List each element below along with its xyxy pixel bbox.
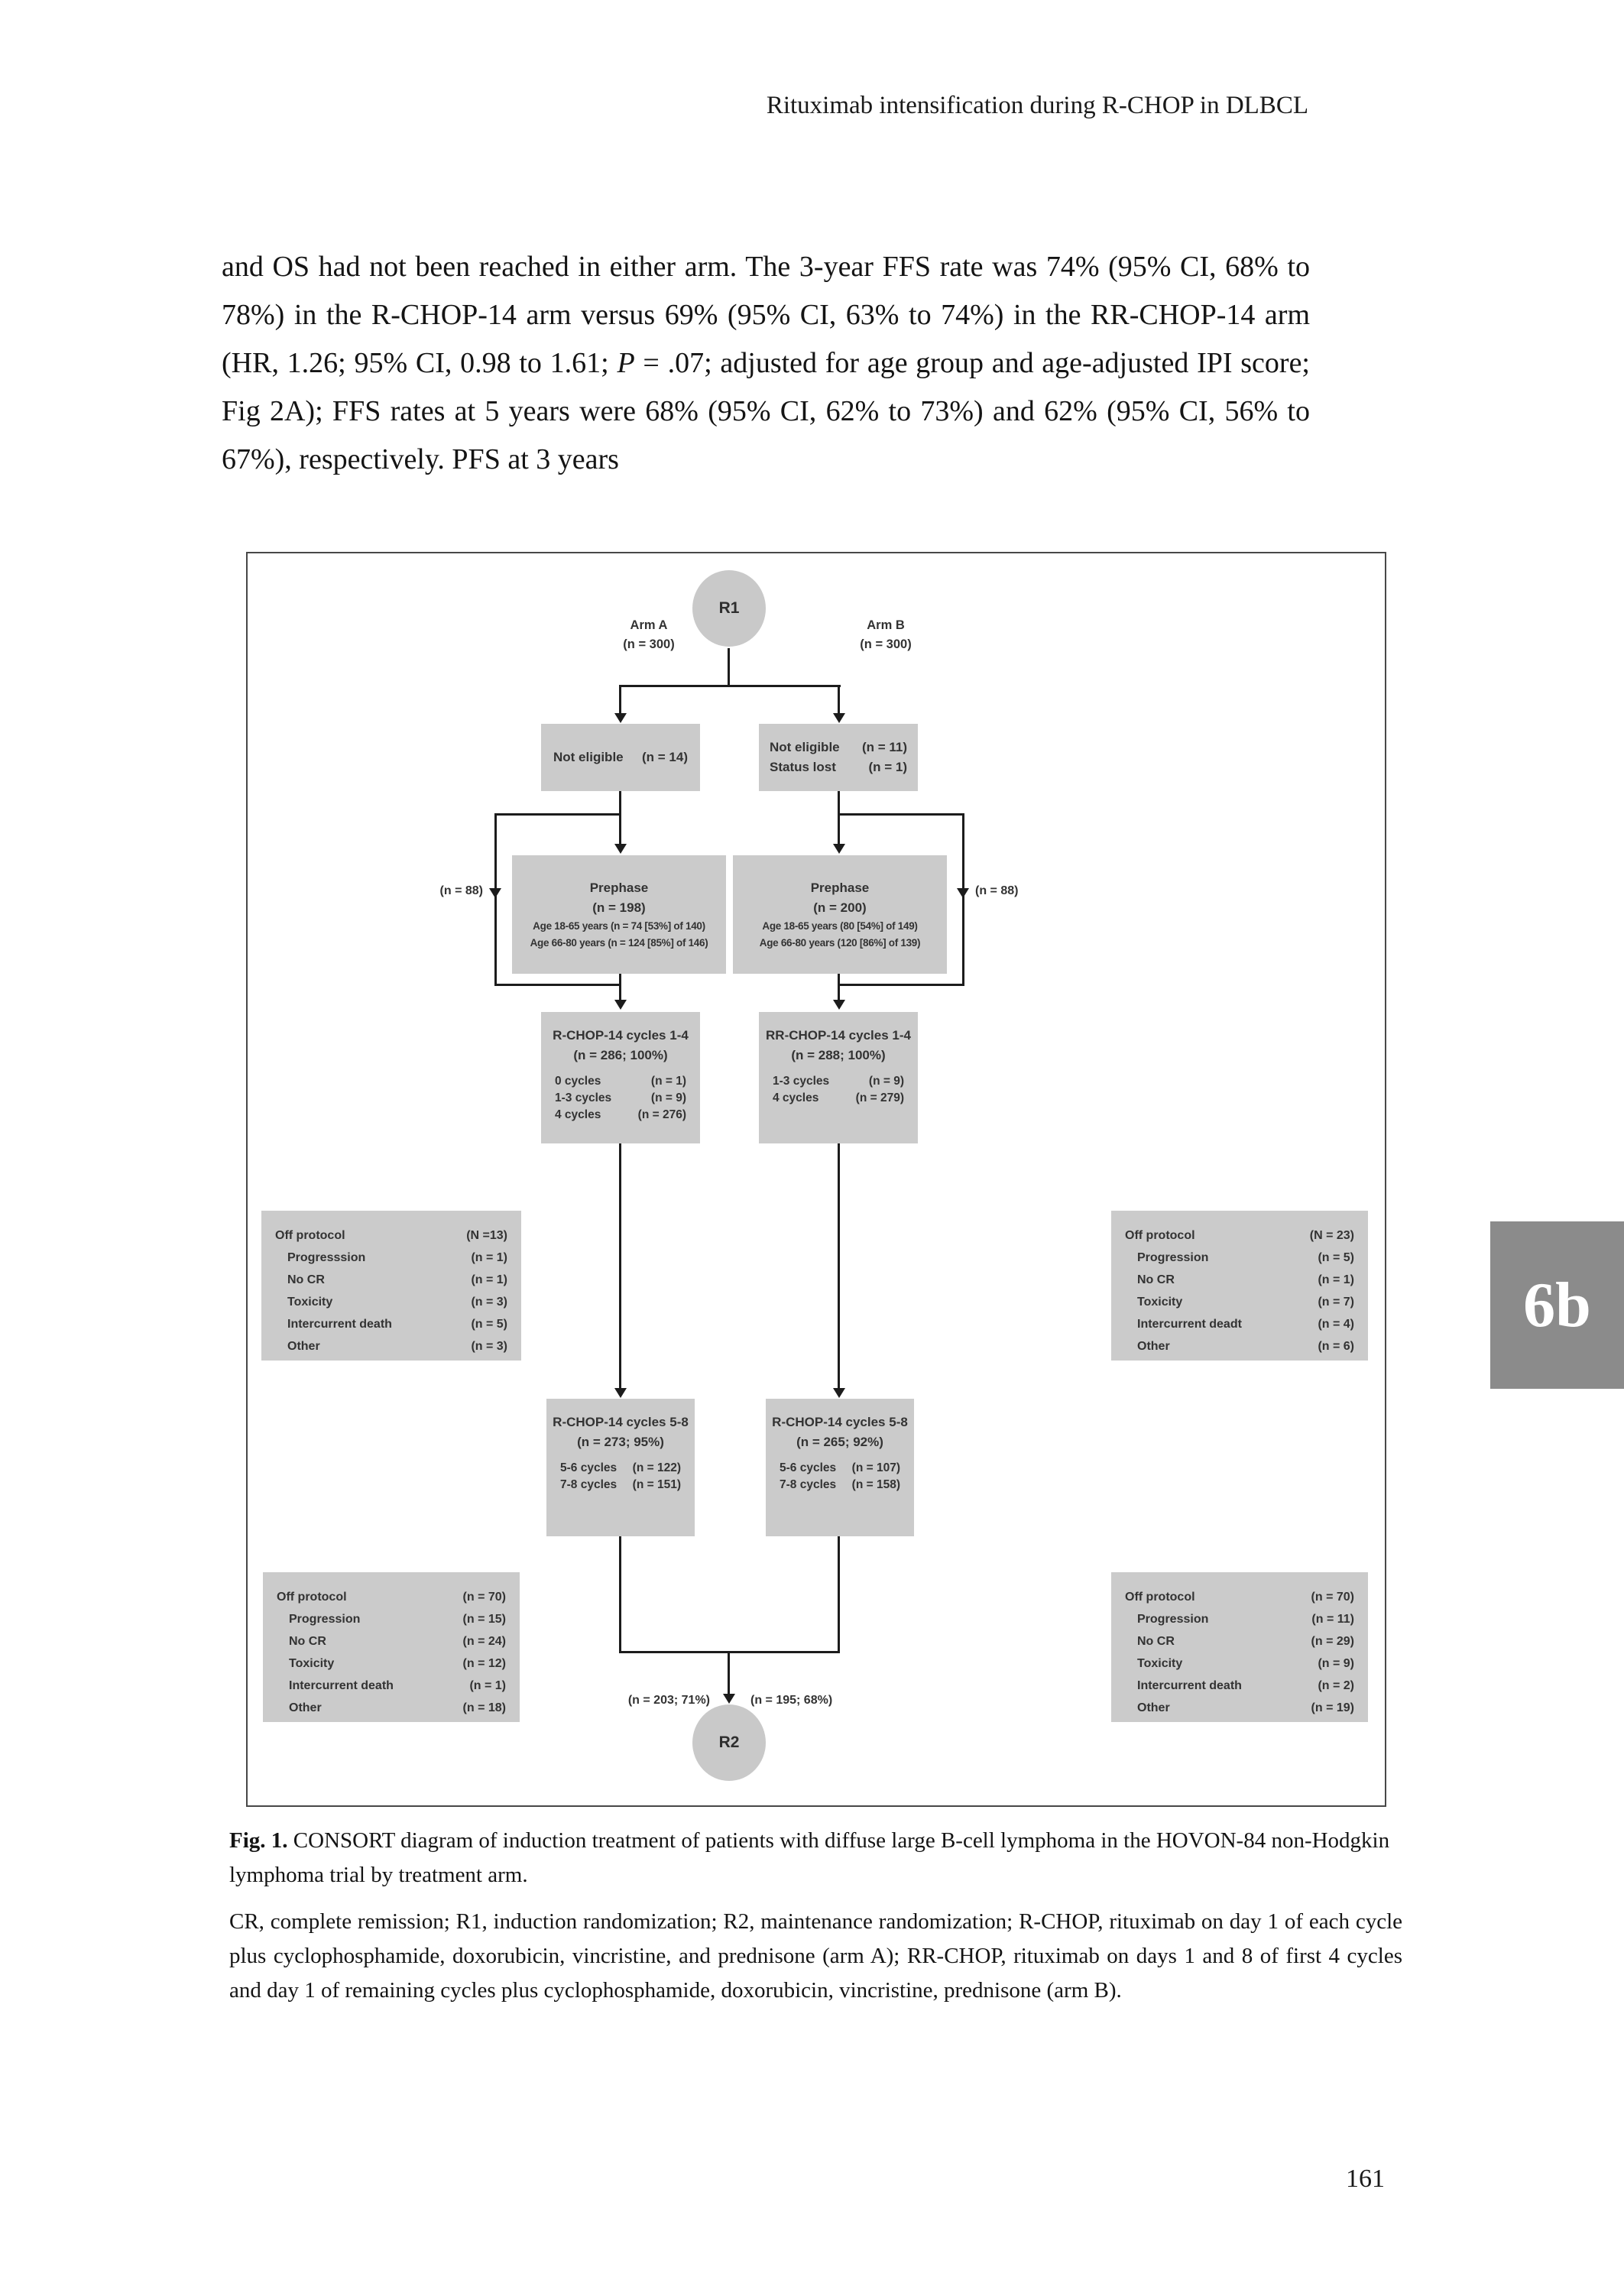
off-reason-n: (n = 19) <box>1311 1701 1354 1714</box>
arm-a-n: (n = 300) <box>623 637 675 651</box>
off-reason: Other <box>289 1701 322 1714</box>
prephase-age-line: Age 66-80 years (120 [86%] of 139) <box>759 936 921 949</box>
cycles-title: R-CHOP-14 cycles 5-8 <box>772 1415 908 1429</box>
cycles-title: R-CHOP-14 cycles 5-8 <box>553 1415 689 1429</box>
off-reason-n: (n = 6) <box>1318 1340 1354 1353</box>
off-reason-n: (n = 4) <box>1318 1318 1354 1331</box>
off-reason-n: (n = 15) <box>462 1613 506 1626</box>
connector-line <box>728 1651 730 1695</box>
page-number: 161 <box>1346 2165 1385 2193</box>
cycles-row-label: 4 cycles <box>773 1091 819 1104</box>
off-reason: Other <box>287 1340 320 1353</box>
prephase-n: (n = 200) <box>813 900 867 915</box>
not-eligible-label: Not eligible <box>553 750 624 764</box>
body-paragraph <box>222 243 1310 484</box>
connector-line <box>496 813 621 816</box>
cycles-row-n: (n = 9) <box>650 1091 686 1104</box>
off-reason: Progression <box>289 1613 361 1626</box>
arm-b-label <box>821 616 951 654</box>
off-protocol-total: (N =13) <box>466 1229 507 1242</box>
cycles-row-n: (n = 151) <box>632 1478 681 1491</box>
r2-label: R2 <box>718 1734 740 1751</box>
off-reason: Progresssion <box>287 1251 366 1264</box>
off-reason: Toxicity <box>1137 1657 1183 1670</box>
arrowhead-down <box>833 1000 845 1010</box>
off-protocol-total: (N = 23) <box>1309 1229 1354 1242</box>
off-protocol-title: Off protocol <box>277 1591 347 1604</box>
cycles-n: (n = 288; 100%) <box>791 1048 886 1062</box>
connector-line <box>619 1536 621 1653</box>
prephase-title: Prephase <box>810 880 870 895</box>
connector-line <box>620 685 841 687</box>
cycles-row-n: (n = 107) <box>851 1461 900 1474</box>
connector-line <box>619 791 621 845</box>
rchop14-cycles-5-8-box-arm-a <box>546 1399 695 1536</box>
off-reason: Other <box>1137 1340 1170 1353</box>
not-eligible-box-arm-a <box>541 724 700 791</box>
connector-line <box>619 1143 621 1390</box>
figure-caption-abbreviations: CR, complete remission; R1, induction randomization; R2, maintenance randomization; R-CHOP, rituximab on day 1 of each cycle plus cyclophosphamide, doxorubicin, vincristine, and prednisone (arm A); RR-CHOP, rituximab on days 1 and 8 of first 4 cycles and day 1 of remaining cycles plus cyclophosphamide, doxorubicin, vincristine, prednisone (arm B). <box>229 1909 1402 2003</box>
connector-line <box>838 685 840 715</box>
connector-line <box>838 1143 840 1390</box>
arrowhead-down <box>833 844 845 854</box>
prephase-age-line: Age 66-80 years (n = 124 [85%] of 146) <box>530 936 708 949</box>
off-protocol-total: (n = 70) <box>1311 1591 1354 1604</box>
arm-b-n: (n = 300) <box>860 637 912 651</box>
rchop14-cycles-1-4-box <box>541 1012 700 1143</box>
chapter-tab-label: 6b <box>1523 1270 1591 1341</box>
cycles-n: (n = 265; 92%) <box>796 1435 883 1449</box>
cycles-row-label: 0 cycles <box>555 1075 601 1088</box>
off-protocol-box-upper-right <box>1111 1211 1368 1361</box>
figure-caption-label: Fig. 1. <box>229 1828 288 1853</box>
connector-line <box>619 685 621 715</box>
figure-caption-text: CONSORT diagram of induction treatment of patients with diffuse large B-cell lymphoma in the HOVON-84 non-Hodgkin lymphoma trial by treatment arm. <box>229 1828 1390 1887</box>
cycles-row-n: (n = 1) <box>650 1075 686 1088</box>
arm-a-name: Arm A <box>630 618 668 632</box>
r1-label: R1 <box>718 599 740 617</box>
running-head <box>688 92 1308 120</box>
cycles-row-n: (n = 158) <box>851 1478 900 1491</box>
bypass-n-right: (n = 88) <box>975 884 1019 897</box>
arrowhead-down <box>614 1388 627 1398</box>
arm-b-name: Arm B <box>867 618 905 632</box>
off-protocol-title: Off protocol <box>1125 1591 1195 1604</box>
connector-line <box>838 974 840 1001</box>
prephase-title: Prephase <box>589 880 649 895</box>
off-reason-n: (n = 29) <box>1311 1635 1354 1648</box>
off-reason: Other <box>1137 1701 1170 1714</box>
status-lost-label: Status lost <box>770 760 836 774</box>
arrowhead-down <box>957 888 969 898</box>
arrowhead-down <box>614 844 627 854</box>
off-reason-n: (n = 12) <box>462 1657 506 1670</box>
prephase-age-line: Age 18-65 years (80 [54%] of 149) <box>762 919 918 932</box>
rchop14-cycles-5-8-box-arm-b <box>766 1399 914 1536</box>
off-reason-n: (n = 11) <box>1311 1613 1354 1626</box>
cycles-row-label: 5-6 cycles <box>560 1461 618 1474</box>
prephase-box-arm-b <box>733 855 947 974</box>
off-reason: Toxicity <box>287 1296 333 1309</box>
cycles-row-label: 7-8 cycles <box>560 1478 618 1491</box>
arrowhead-down <box>833 1388 845 1398</box>
not-eligible-label: Not eligible <box>770 740 840 754</box>
off-protocol-box-lower-left <box>263 1572 520 1722</box>
off-reason: Progression <box>1137 1613 1209 1626</box>
connector-line <box>962 813 964 986</box>
off-reason: No CR <box>287 1273 325 1286</box>
cycles-row-n: (n = 122) <box>632 1461 681 1474</box>
rrchop14-cycles-1-4-box <box>759 1012 918 1143</box>
connector-line <box>728 648 730 686</box>
off-reason: Toxicity <box>1137 1296 1183 1309</box>
off-protocol-total: (n = 70) <box>462 1591 506 1604</box>
r2-randomization-node <box>692 1704 766 1781</box>
arrowhead-down <box>614 1000 627 1010</box>
cycles-title: RR-CHOP-14 cycles 1-4 <box>766 1028 911 1043</box>
off-reason-n: (n = 1) <box>1318 1273 1354 1286</box>
not-eligible-n: (n = 11) <box>861 740 907 754</box>
arrowhead-down <box>489 888 501 898</box>
prephase-age-line: Age 18-65 years (n = 74 [53%] of 140) <box>533 919 705 932</box>
off-reason: Toxicity <box>289 1657 335 1670</box>
cycles-row-label: 7-8 cycles <box>780 1478 837 1491</box>
off-protocol-box-lower-right <box>1111 1572 1368 1722</box>
connector-line <box>838 791 840 845</box>
not-eligible-n: (n = 14) <box>642 750 688 764</box>
r2-n-right: (n = 195; 68%) <box>750 1694 833 1707</box>
off-reason-n: (n = 1) <box>469 1679 506 1692</box>
cycles-row-label: 1-3 cycles <box>555 1091 612 1104</box>
cycles-row-n: (n = 9) <box>868 1075 904 1088</box>
connector-line <box>838 813 964 816</box>
cycles-row-label: 1-3 cycles <box>773 1075 830 1088</box>
off-reason-n: (n = 1) <box>471 1251 507 1264</box>
off-reason-n: (n = 3) <box>471 1340 507 1353</box>
cycles-title: R-CHOP-14 cycles 1-4 <box>553 1028 689 1043</box>
italic-p: P <box>617 347 635 379</box>
cycles-row-n: (n = 276) <box>637 1108 686 1121</box>
bypass-n-left: (n = 88) <box>439 884 483 897</box>
chapter-tab <box>1490 1221 1624 1389</box>
cycles-n: (n = 273; 95%) <box>577 1435 664 1449</box>
arrowhead-down <box>833 713 845 723</box>
off-reason: No CR <box>1137 1635 1175 1648</box>
arrowhead-down <box>614 713 627 723</box>
off-reason-n: (n = 7) <box>1318 1296 1354 1309</box>
off-reason: No CR <box>1137 1273 1175 1286</box>
off-reason-n: (n = 9) <box>1318 1657 1354 1670</box>
cycles-row-label: 5-6 cycles <box>780 1461 837 1474</box>
off-reason: Intercurrent death <box>289 1679 394 1692</box>
off-reason-n: (n = 3) <box>471 1296 507 1309</box>
off-reason: Intercurrent death <box>287 1318 392 1331</box>
body-text-segment: = .07; adjusted for age group and age-adjusted IPI score; Fig 2A); FFS rates at 5 years were 68% (95% CI, 62% to 73%) and 62% (95% CI, 56% to 67%), respectively. PFS at 3 years <box>222 347 1310 475</box>
off-reason: No CR <box>289 1635 326 1648</box>
off-protocol-box-upper-left <box>261 1211 521 1361</box>
off-reason-n: (n = 5) <box>471 1318 507 1331</box>
consort-diagram <box>246 552 1386 1807</box>
not-eligible-box-arm-b <box>759 724 918 791</box>
off-reason-n: (n = 18) <box>462 1701 506 1714</box>
status-lost-n: (n = 1) <box>868 760 907 774</box>
cycles-n: (n = 286; 100%) <box>573 1048 668 1062</box>
off-protocol-title: Off protocol <box>275 1229 345 1242</box>
cycles-row-n: (n = 279) <box>855 1091 904 1104</box>
off-reason: Intercurrent deadt <box>1137 1318 1242 1331</box>
off-reason-n: (n = 1) <box>471 1273 507 1286</box>
off-reason: Progression <box>1137 1251 1209 1264</box>
connector-line <box>838 984 964 986</box>
running-head-text: Rituximab intensification during R-CHOP in DLBCL <box>766 92 1308 119</box>
arm-a-label <box>584 616 714 654</box>
body-text-segment: and OS had not been reached in either arm. The 3-year FFS rate was 74% (95% CI, 68% to 78%) in the R-CHOP-14 arm versus 69% (95% CI, 63% to 74%) in the RR-CHOP-14 arm (HR, 1.26; 95% CI, 0.98 to 1.61; <box>222 251 1310 379</box>
figure-caption <box>229 1824 1402 1892</box>
prephase-box-arm-a <box>512 855 726 974</box>
cycles-row-label: 4 cycles <box>555 1108 601 1121</box>
connector-line <box>494 813 497 986</box>
off-reason-n: (n = 2) <box>1318 1679 1354 1692</box>
arrowhead-down <box>723 1694 735 1704</box>
prephase-n: (n = 198) <box>592 900 646 915</box>
connector-line <box>838 1536 840 1653</box>
connector-line <box>619 974 621 1001</box>
connector-line <box>496 984 621 986</box>
off-reason-n: (n = 24) <box>462 1635 506 1648</box>
off-reason: Intercurrent death <box>1137 1679 1242 1692</box>
r2-n-left: (n = 203; 71%) <box>627 1694 710 1707</box>
off-protocol-title: Off protocol <box>1125 1229 1195 1242</box>
off-reason-n: (n = 5) <box>1318 1251 1354 1264</box>
